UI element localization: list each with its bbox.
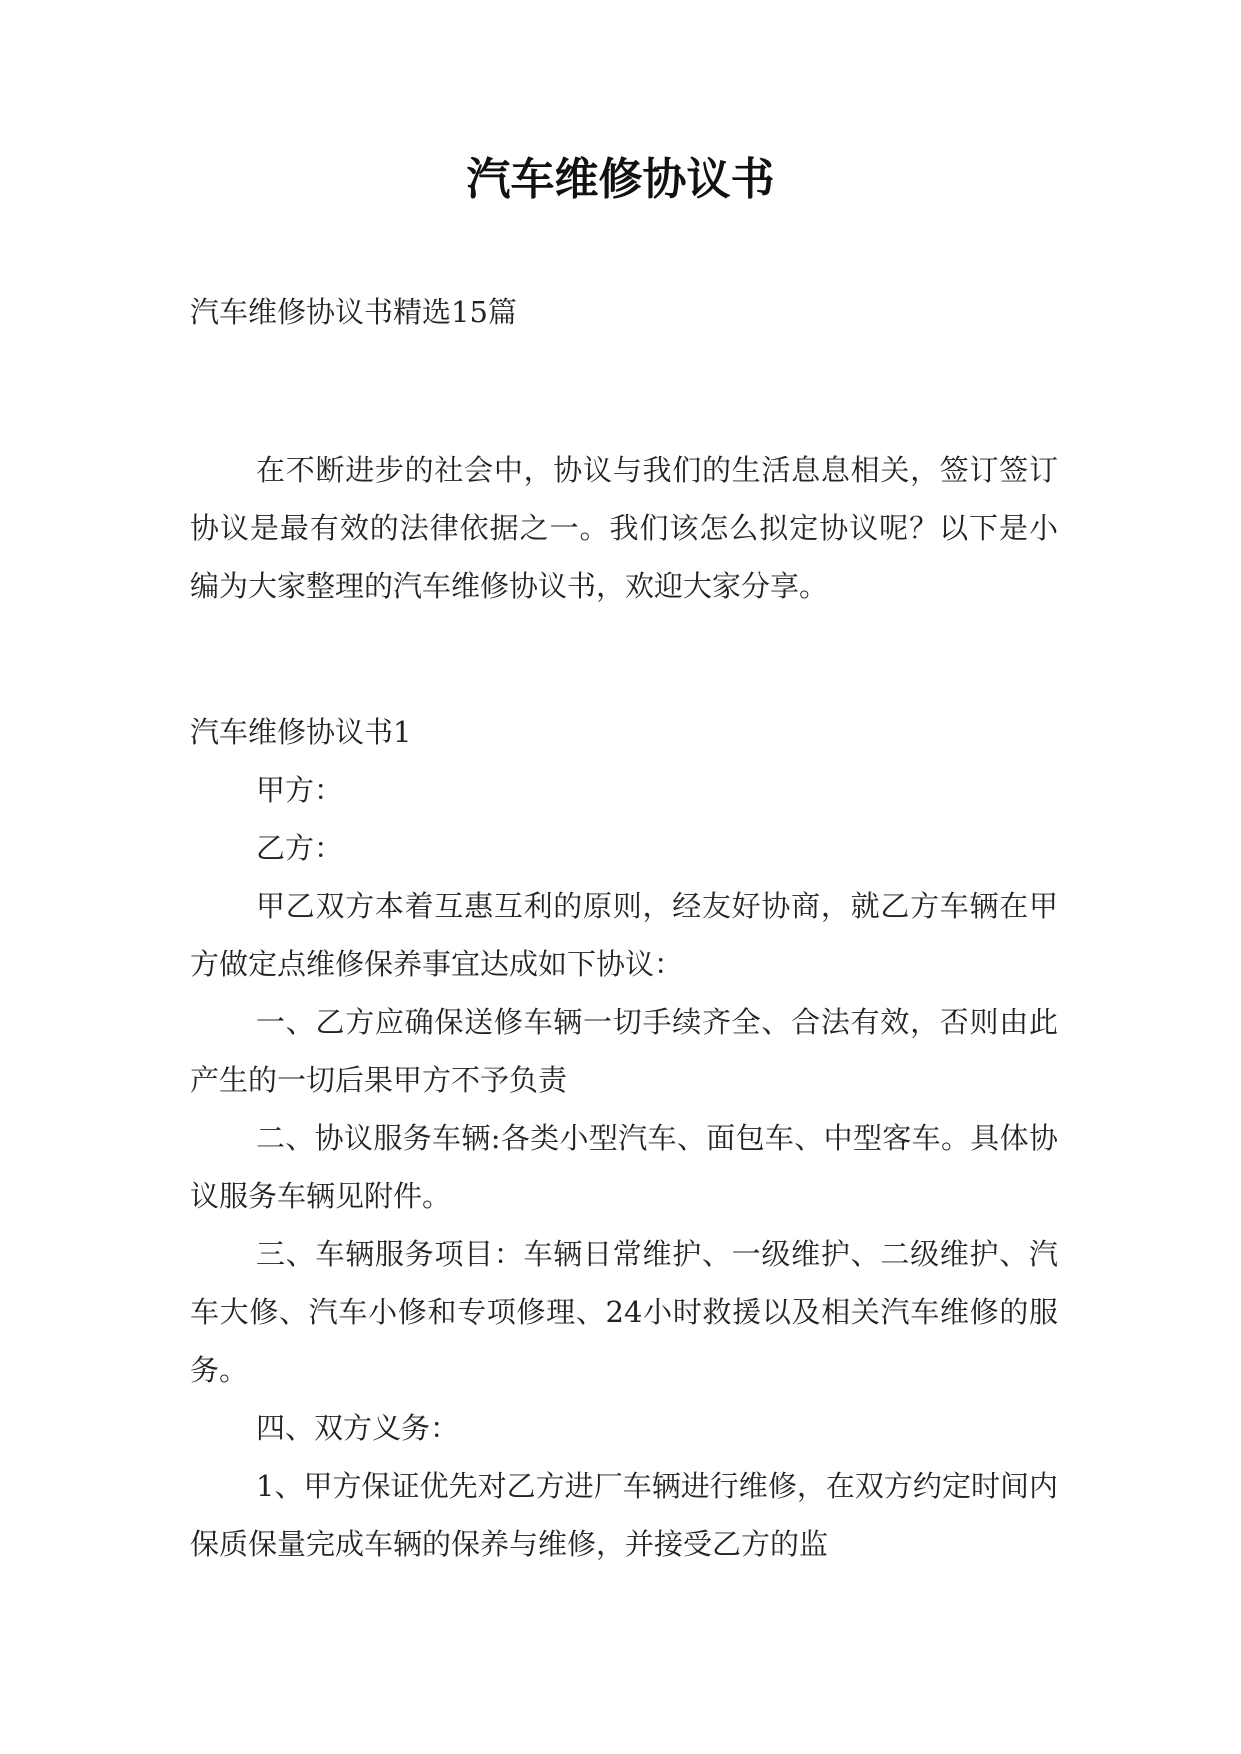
document-title: 汽车维修协议书: [466, 154, 775, 205]
clause-three: 三、车辆服务项目：车辆日常维护、一级维护、二级维护、汽车大修、汽车小修和专项修理、24小时救援以及相关汽车维修的服务。: [190, 1237, 1058, 1387]
clause-four-heading: 四、双方义务：: [256, 1411, 460, 1445]
clause-two: 二、协议服务车辆:各类小型汽车、面包车、中型客车。具体协议服务车辆见附件。: [190, 1121, 1058, 1213]
party-b-line: 乙方：: [256, 831, 344, 865]
intro-paragraph: 在不断进步的社会中，协议与我们的生活息息相关，签订签订协议是最有效的法律依据之一。我们该怎么拟定协议呢？以下是小编为大家整理的汽车维修协议书，欢迎大家分享。: [190, 453, 1058, 603]
clause-four-item-one: 1、甲方保证优先对乙方进厂车辆进行维修，在双方约定时间内保质保量完成车辆的保养与维修，并接受乙方的监: [190, 1469, 1058, 1561]
section-title: 汽车维修协议书1: [190, 715, 412, 749]
party-a-line: 甲方：: [256, 773, 344, 807]
agreement-body: [190, 703, 1058, 1573]
clause-one: 一、乙方应确保送修车辆一切手续齐全、合法有效，否则由此产生的一切后果甲方不予负责: [190, 1005, 1058, 1097]
agreement-paragraph: 甲乙双方本着互惠互利的原则，经友好协商，就乙方车辆在甲方做定点维修保养事宜达成如下协议：: [190, 889, 1058, 981]
document-subtitle: 汽车维修协议书精选15篇: [190, 295, 517, 329]
